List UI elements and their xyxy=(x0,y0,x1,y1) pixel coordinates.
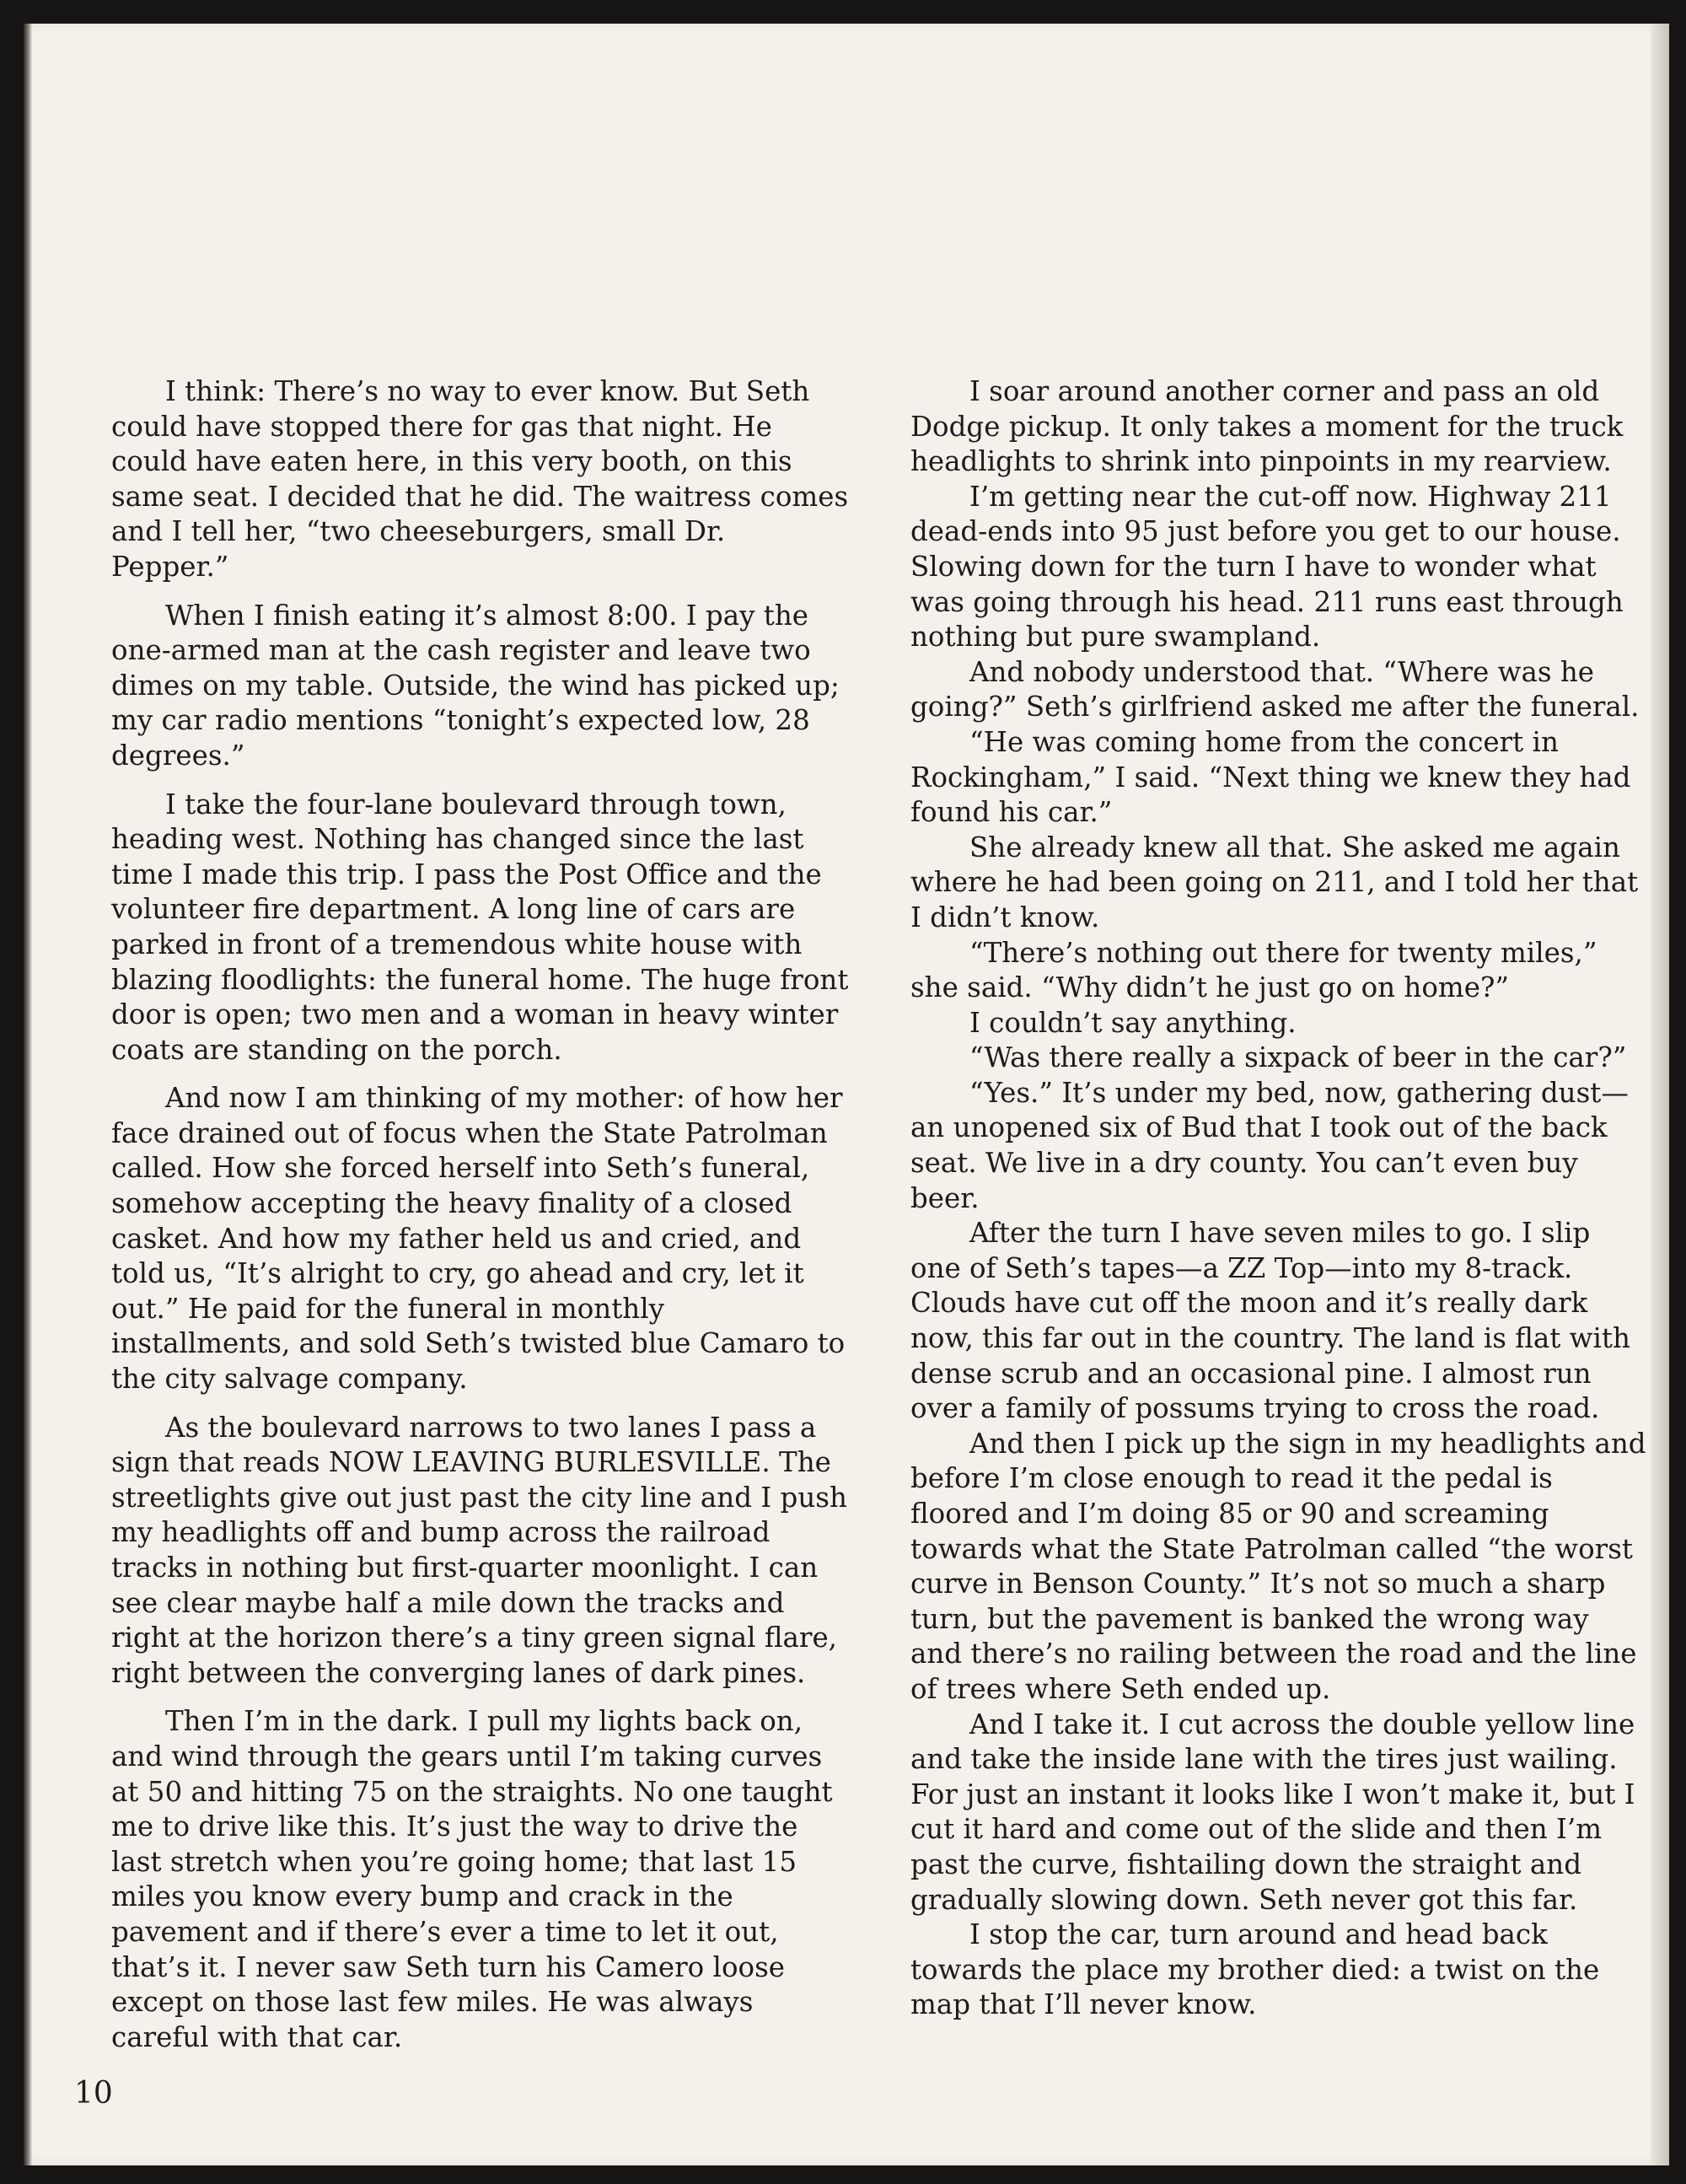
paragraph: “He was coming home from the concert in Rockingham,” I said. “Next thing we knew they had found his car.” xyxy=(910,725,1631,829)
paragraph: I soar around another corner and pass an old Dodge pickup. It only takes a moment for the truck headlights to shrink into pinpoints in my rearview. xyxy=(910,375,1624,478)
paragraph: After the turn I have seven miles to go. I slip one of Seth’s tapes—a ZZ Top—into my 8-track. Clouds have cut off the moon and it’s really dark now, this far out in the country. The land is flat with dense scrub and an occasional pine. I almost run over a family of possums trying to cross the road. xyxy=(910,1217,1630,1425)
magazine-page xyxy=(24,24,1669,2165)
paragraph: Then I’m in the dark. I pull my lights back on, and wind through the gears until I’m taking curves at 50 and hitting 75 on the straights. No one taught me to drive like this. It’s just the way to drive the last stretch when you’re going home; that last 15 miles you know every bump and crack in the pavement and if there’s ever a time to let it out, that’s it. I never saw Seth turn his Camero loose except on those last few miles. He was always careful with that car. xyxy=(111,1705,833,2053)
paragraph: And then I pick up the sign in my headlights and before I’m close enough to read it the pedal is floored and I’m doing 85 or 90 and screaming towards what the State Patrolman called “the worst curve in Benson County.” It’s not so much a sharp turn, but the pavement is banked the wrong way and there’s no railing between the road and the line of trees where Seth ended up. xyxy=(910,1427,1646,1705)
paragraph: I’m getting near the cut-off now. Highway 211 dead-ends into 95 just before you get to our house. Slowing down for the turn I have to wonder what was going through his head. 211 runs east through nothing but pure swampland. xyxy=(910,480,1624,654)
paragraph: And nobody understood that. “Where was he going?” Seth’s girlfriend asked me after the funeral. xyxy=(910,655,1640,724)
paragraph: When I finish eating it’s almost 8:00. I pay the one-armed man at the cash register and leave two dimes on my table. Outside, the wind has picked up; my car radio mentions “tonight’s expected low, 28 degrees.” xyxy=(111,599,840,772)
paragraph: I stop the car, turn around and head back towards the place my brother died: a twist on the map that I’ll never know. xyxy=(910,1918,1600,2021)
paragraph: I couldn’t say anything. xyxy=(969,1006,1297,1039)
page-binding-shadow xyxy=(24,24,32,2165)
paragraph: As the boulevard narrows to two lanes I pass a sign that reads NOW LEAVING BURLESVILLE. The streetlights give out just past the city line and I push my headlights off and bump across the railroad tracks in nothing but first-quarter moonlight. I can see clear maybe half a mile down the tracks and right at the horizon there’s a tiny green signal flare, right between the converging lanes of dark pines. xyxy=(111,1411,847,1689)
paragraph: She already knew all that. She asked me again where he had been going on 211, and I told her that I didn’t know. xyxy=(910,831,1639,933)
paragraph: And now I am thinking of my mother: of how her face drained out of focus when the State Patrolman called. How she forced herself into Seth’s funeral, somehow accepting the heavy finality of a closed casket. And how my father held us and cried, and told us, “It’s alright to cry, go ahead and cry, let it out.” He paid for the funeral in monthly installments, and sold Seth’s twisted blue Camaro to the city salvage company. xyxy=(111,1082,846,1396)
paragraph: I take the four-lane boulevard through town, heading west. Nothing has changed since the last time I made this trip. I pass the Post Office and the volunteer fire department. A long line of cars are parked in front of a tremendous white house with blazing floodlights: the funeral home. The huge front door is open; two men and a woman in heavy winter coats are standing on the porch. xyxy=(111,788,849,1066)
right-text-column xyxy=(910,374,1649,2023)
page-number: 10 xyxy=(74,2076,113,2111)
paragraph: I think: There’s no way to ever know. But Seth could have stopped there for gas that night. He could have eaten here, in this very booth, on this same seat. I decided that he did. The waitress comes and I tell her, “two cheeseburgers, small Dr. Pepper.” xyxy=(111,375,849,583)
paragraph: “Was there really a sixpack of beer in the car?” xyxy=(969,1041,1627,1074)
paragraph: And I take it. I cut across the double yellow line and take the inside lane with the tires just wailing. For just an instant it looks like I won’t make it, but I cut it hard and come out of the slide and then I’m past the curve, fishtailing down the straight and gradually slowing down. Seth never got this far. xyxy=(910,1708,1635,1916)
paragraph: “Yes.” It’s under my bed, now, gathering dust—an unopened six of Bud that I took out of the back seat. We live in a dry county. You can’t even buy beer. xyxy=(910,1076,1629,1214)
paragraph: “There’s nothing out there for twenty miles,” she said. “Why didn’t he just go on home?” xyxy=(910,936,1597,1004)
page-edge-right xyxy=(1651,24,1669,2165)
left-text-column xyxy=(111,374,850,2068)
